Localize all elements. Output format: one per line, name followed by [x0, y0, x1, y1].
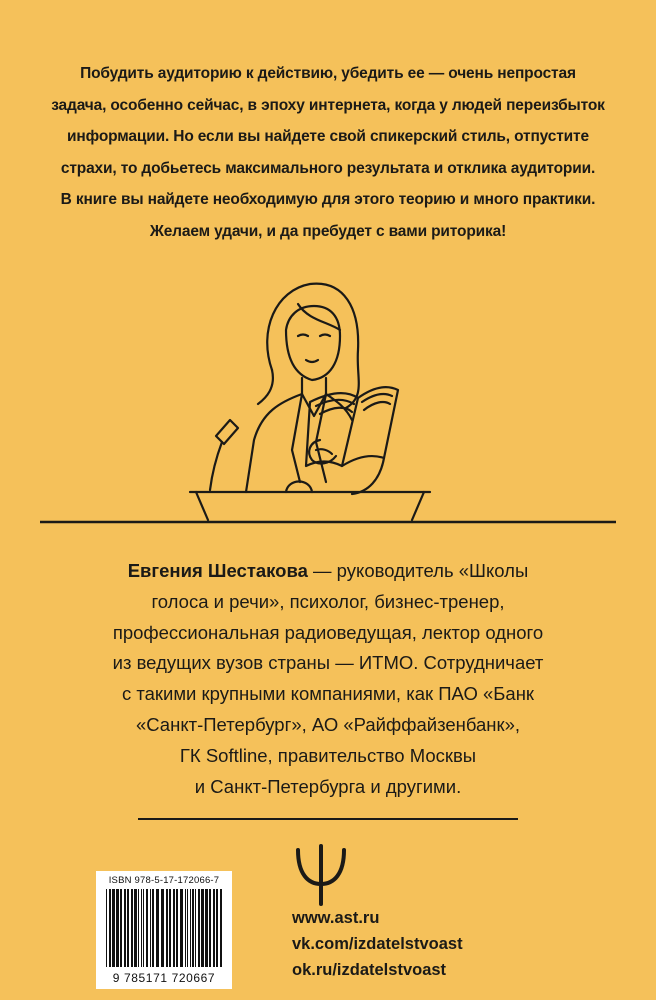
barcode-bar	[143, 889, 144, 967]
barcode-bar	[201, 889, 204, 967]
link-ast-site[interactable]: www.ast.ru	[292, 909, 380, 927]
barcode-bar	[190, 889, 191, 967]
bio-line: «Санкт-Петербург», АО «Райффайзенбанк»,	[135, 713, 521, 735]
barcode-bar	[150, 889, 151, 967]
mouth	[306, 360, 318, 362]
barcode-bar	[169, 889, 171, 967]
blurb-line: информации. Но если вы найдете свой спикерский стиль, отпустите	[67, 128, 589, 145]
hair-left	[258, 370, 273, 404]
bio-line: ГК Softline, правительство Москвы	[179, 744, 477, 766]
speaker-illustration	[40, 270, 616, 540]
blurb-line: Побудить аудиторию к действию, убедить ее — очень непростая	[80, 65, 576, 82]
microphone-stand	[210, 442, 222, 490]
link-ok[interactable]: ok.ru/izdatelstvoast	[292, 961, 447, 979]
barcode-bar	[216, 889, 218, 967]
arm-right	[352, 458, 384, 494]
hand	[309, 440, 336, 463]
barcode-bar	[116, 889, 119, 967]
hair-outline	[267, 284, 359, 408]
barcode-bar	[131, 889, 133, 967]
barcode-bar	[146, 889, 148, 967]
barcode-bar	[109, 889, 111, 967]
link-vk[interactable]: vk.com/izdatelstvoast	[292, 935, 463, 953]
barcode-bar	[209, 889, 211, 967]
barcode-bar	[187, 889, 188, 967]
barcode-bar	[166, 889, 168, 967]
author-bio	[40, 556, 616, 802]
barcode-bar	[220, 889, 222, 967]
lapel-left	[292, 394, 302, 482]
barcode-bar	[205, 889, 208, 967]
barcode-bar	[112, 889, 115, 967]
bio-line: профессиональная радиоведущая, лектор одного	[112, 621, 544, 643]
barcode-bar	[173, 889, 175, 967]
lectern-right	[412, 492, 424, 520]
barcode-bar	[156, 889, 159, 967]
barcode-bar	[134, 889, 137, 967]
barcode-bar	[161, 889, 164, 967]
barcode-bar	[195, 889, 196, 967]
barcode-bar	[185, 889, 186, 967]
blurb-line: задача, особенно сейчас, в эпоху интернета, когда у людей переизбыток	[51, 96, 605, 114]
blurb-line: страхи, то добьетесь максимального результата и отклика аудитории.	[60, 159, 596, 177]
barcode-bar	[176, 889, 178, 967]
lectern-left	[196, 492, 208, 520]
psi-trident-icon	[286, 840, 356, 910]
bio-line: и Санкт-Петербурга и другими.	[194, 775, 462, 797]
bio-first-line	[40, 556, 616, 587]
bio-line: голоса и речи», психолог, бизнес-тренер,	[151, 590, 505, 612]
eye-left	[298, 335, 308, 337]
desk-dome	[286, 482, 312, 493]
blurb-line: Желаем удачи, и да пребудет с вами риторика!	[149, 222, 507, 240]
bio-line: с такими крупными компаниями, как ПАО «Банк	[121, 683, 535, 705]
barcode-bars	[104, 889, 224, 969]
barcode-bar	[152, 889, 154, 967]
isbn-label: ISBN 978-5-17-172066-7	[108, 875, 220, 886]
barcode-bar	[106, 889, 107, 967]
blurb-line: В книге вы найдете необходимую для этого теорию и много практики.	[60, 191, 596, 208]
ean-digits: 9 785171 720667	[112, 971, 216, 985]
isbn-barcode	[96, 871, 232, 989]
publisher-links	[292, 905, 463, 983]
bio-line: из ведущих вузов страны — ИТМО. Сотрудничает	[112, 652, 544, 674]
barcode-bar	[180, 889, 183, 967]
author-name: Евгения Шестакова	[127, 560, 308, 581]
barcode-bar	[192, 889, 194, 967]
barcode-bar	[124, 889, 126, 967]
barcode-bar	[198, 889, 200, 967]
bio-first-line-rest: — руководитель «Школы	[307, 560, 529, 581]
barcode-bar	[141, 889, 142, 967]
barcode-bar	[120, 889, 122, 967]
back-cover-blurb	[40, 58, 616, 247]
barcode-bar	[138, 889, 139, 967]
barcode-bar	[213, 889, 215, 967]
section-divider	[138, 818, 518, 820]
barcode-bar	[127, 889, 129, 967]
microphone-head	[216, 420, 238, 444]
lapel-right	[316, 394, 326, 482]
eye-right	[320, 335, 330, 337]
